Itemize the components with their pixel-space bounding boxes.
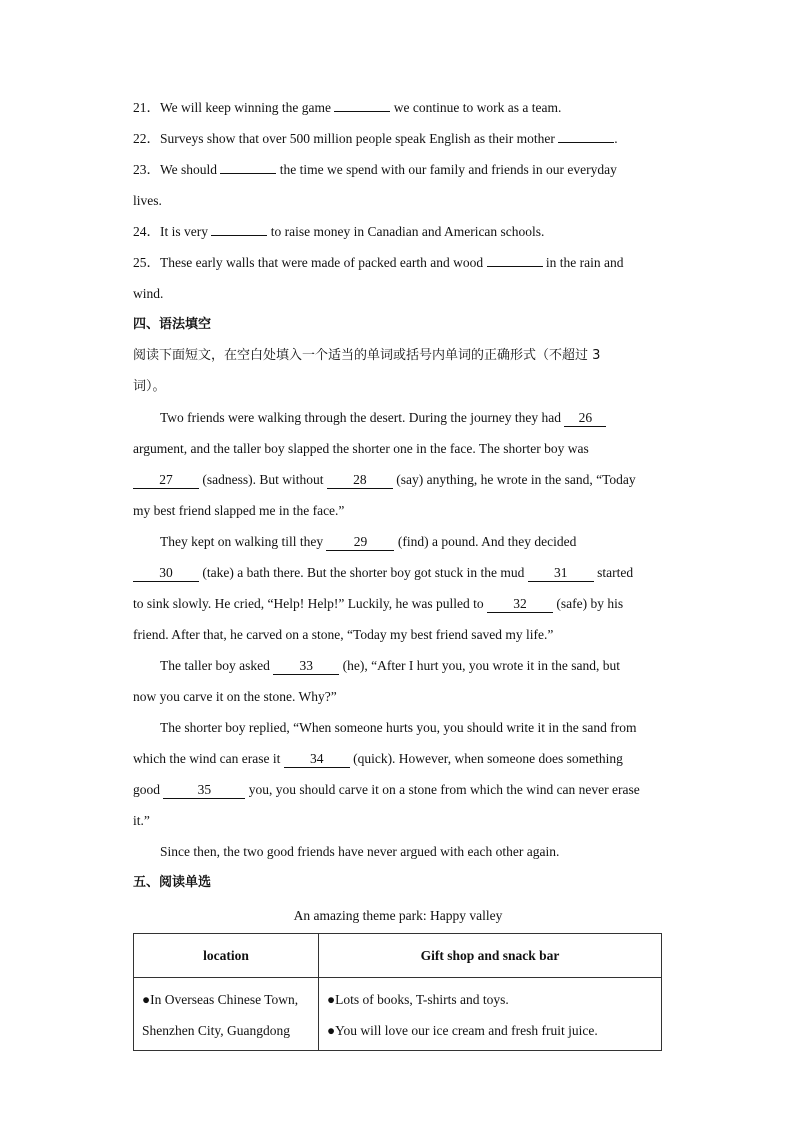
section-4-instruction: 阅读下面短文，在空白处填入一个适当的单词或括号内单词的正确形式（不超过 3: [133, 348, 601, 363]
answer-blank: [220, 159, 276, 174]
question-23: 23．We should the time we spend with our family and friends in our everyday: [133, 154, 663, 185]
question-21: 21．We will keep winning the game we continue to work as a team.: [133, 92, 663, 123]
passage-line: Two friends were walking through the desert. During the journey they had 26: [133, 402, 663, 433]
question-25-continued: wind.: [133, 286, 164, 301]
gap-30: 30: [133, 565, 199, 582]
gap-29: 29: [326, 534, 394, 551]
passage-line: my best friend slapped me in the face.”: [133, 503, 345, 518]
passage-line: now you carve it on the stone. Why?”: [133, 689, 337, 704]
answer-blank: [487, 252, 543, 267]
section-4-instruction-continued: 词）。: [133, 379, 166, 394]
gap-33: 33: [273, 658, 339, 675]
gap-27: 27: [133, 472, 199, 489]
theme-park-table: [133, 933, 662, 1051]
passage-line: 27 (sadness). But without 28 (say) anything, he wrote in the sand, “Today: [133, 464, 663, 495]
passage-line: to sink slowly. He cried, “Help! Help!” Luckily, he was pulled to 32 (safe) by his: [133, 596, 624, 611]
passage-line: good 35 you, you should carve it on a stone from which the wind can never erase: [133, 782, 640, 797]
passage-line: The taller boy asked 33 (he), “After I hurt you, you wrote it in the sand, but: [160, 658, 621, 673]
question-24: 24．It is very to raise money in Canadian and American schools.: [133, 216, 663, 247]
gap-35: 35: [163, 782, 245, 799]
answer-blank: [211, 221, 267, 236]
gap-26: 26: [564, 410, 606, 427]
section-4-title: 四、语法填空: [133, 317, 212, 332]
passage-line: argument, and the taller boy slapped the shorter one in the face. The shorter boy was: [133, 441, 589, 456]
passage-line: which the wind can erase it 34 (quick). However, when someone does something: [133, 751, 623, 766]
answer-blank: [558, 128, 614, 143]
gap-32: 32: [487, 596, 553, 613]
header-gift-shop: Gift shop and snack bar: [319, 934, 662, 978]
passage-line: They kept on walking till they 29 (find) a pound. And they decided: [160, 534, 577, 549]
passage-line: friend. After that, he carved on a stone, “Today my best friend saved my life.”: [133, 627, 554, 642]
passage-line: Since then, the two good friends have never argued with each other again.: [160, 844, 560, 859]
gap-28: 28: [327, 472, 393, 489]
location-cell: ●In Overseas Chinese Town, Shenzhen City, Guangdong: [134, 978, 319, 1051]
worksheet-page: [133, 92, 663, 1051]
table-header-row: [134, 934, 662, 978]
gap-34: 34: [284, 751, 350, 768]
gift-shop-cell: ●Lots of books, T-shirts and toys. ●You will love our ice cream and fresh fruit juice.: [319, 978, 662, 1051]
question-25: 25．These early walls that were made of packed earth and wood in the rain and: [133, 247, 663, 278]
passage-line: it.”: [133, 813, 150, 828]
passage-line: The shorter boy replied, “When someone hurts you, you should write it in the sand from: [160, 720, 637, 735]
header-location: location: [134, 934, 319, 978]
table-row: [134, 978, 662, 1051]
question-22: 22．Surveys show that over 500 million people speak English as their mother .: [133, 123, 663, 154]
question-23-continued: lives.: [133, 193, 162, 208]
passage-line: 30 (take) a bath there. But the shorter boy got stuck in the mud 31 started: [133, 557, 663, 588]
gap-31: 31: [528, 565, 594, 582]
answer-blank: [334, 97, 390, 112]
table-title: An amazing theme park: Happy valley: [293, 908, 503, 923]
section-5-title: 五、阅读单选: [133, 875, 212, 890]
